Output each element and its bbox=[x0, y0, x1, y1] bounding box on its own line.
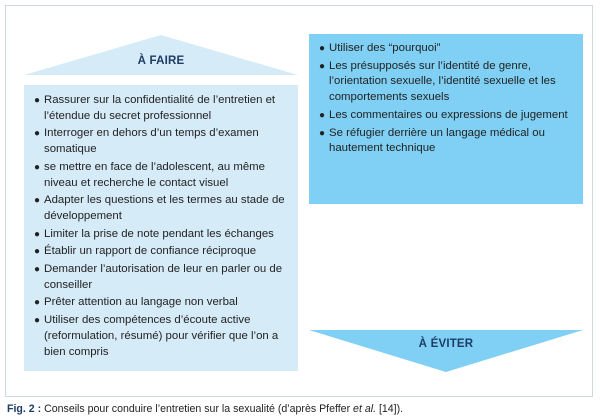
a-faire-item bbox=[34, 193, 296, 224]
bullet-icon: ● bbox=[34, 95, 41, 106]
a-faire-item-text: Prêter attention au langage non verbal bbox=[44, 296, 238, 309]
caption-etal: et al. bbox=[353, 403, 377, 415]
a-faire-item-text: Demander l’autorisation de leur en parler ou de conseiller bbox=[44, 263, 283, 291]
a-faire-item bbox=[34, 295, 296, 311]
bullet-icon: ● bbox=[34, 195, 41, 207]
a-eviter-item-text: Les commentaires ou expressions de jugement bbox=[329, 108, 568, 121]
a-eviter-title: À ÉVITER bbox=[418, 338, 474, 350]
bullet-icon: ● bbox=[34, 128, 41, 140]
bullet-icon: ● bbox=[319, 127, 326, 139]
figure-caption bbox=[7, 403, 403, 415]
a-faire-item bbox=[34, 126, 296, 157]
a-eviter-item bbox=[319, 108, 581, 124]
a-faire-item-text: Rassurer sur la confidentialité de l’entretien et l’étendue du secret professionnel bbox=[44, 94, 276, 122]
a-faire-item bbox=[34, 227, 296, 243]
a-faire-item bbox=[34, 160, 296, 191]
caption-text-before: Conseils pour conduire l’entretien sur la sexualité (d’après Pfeffer bbox=[41, 403, 354, 415]
a-faire-item-text: Établir un rapport de confiance réciproque bbox=[44, 245, 257, 258]
bullet-icon: ● bbox=[319, 43, 326, 54]
caption-label: Fig. 2 : bbox=[7, 403, 42, 415]
a-eviter-item bbox=[319, 126, 581, 157]
a-faire-item bbox=[34, 93, 296, 124]
figure-frame bbox=[5, 5, 593, 397]
a-faire-item-text: se mettre en face de l’adolescent, au même niveau et recherche le contact visuel bbox=[44, 160, 265, 189]
bullet-icon: ● bbox=[319, 60, 326, 72]
a-eviter-item-text: Se réfugier derrière un langage médical ou hautement technique bbox=[329, 126, 545, 155]
a-faire-title: À FAIRE bbox=[137, 55, 185, 67]
bullet-icon: ● bbox=[34, 315, 41, 327]
a-eviter-item bbox=[319, 59, 581, 106]
a-faire-item bbox=[34, 244, 296, 260]
a-eviter-item-text: Utiliser des “pourquoi” bbox=[329, 42, 441, 54]
bullet-icon: ● bbox=[34, 264, 41, 276]
a-eviter-panel bbox=[309, 34, 583, 372]
a-faire-item bbox=[34, 262, 296, 293]
bullet-icon: ● bbox=[34, 297, 41, 309]
bullet-icon: ● bbox=[34, 228, 41, 240]
a-faire-item-text: Adapter les questions et les termes au stade de développement bbox=[44, 194, 285, 222]
a-eviter-item bbox=[319, 41, 581, 57]
a-faire-list bbox=[34, 93, 296, 362]
a-eviter-list bbox=[319, 41, 581, 159]
a-faire-item bbox=[34, 313, 296, 360]
bullet-icon: ● bbox=[34, 246, 41, 258]
a-faire-panel bbox=[24, 35, 298, 371]
caption-text-after: [14]). bbox=[376, 403, 404, 415]
a-faire-item-text: Interroger en dehors d’un temps d’examen somatique bbox=[44, 127, 259, 156]
bullet-icon: ● bbox=[319, 109, 326, 121]
a-faire-item-text: Limiter la prise de note pendant les échanges bbox=[44, 227, 274, 240]
a-eviter-item-text: Les présupposés sur l’identité de genre, l’orientation sexuelle, l’identité sexuelle et les comportements sexuels bbox=[329, 59, 556, 104]
bullet-icon: ● bbox=[34, 161, 41, 173]
a-faire-item-text: Utiliser des compétences d’écoute active (reformulation, résumé) pour vérifier que l’on a bien compris bbox=[44, 314, 279, 358]
